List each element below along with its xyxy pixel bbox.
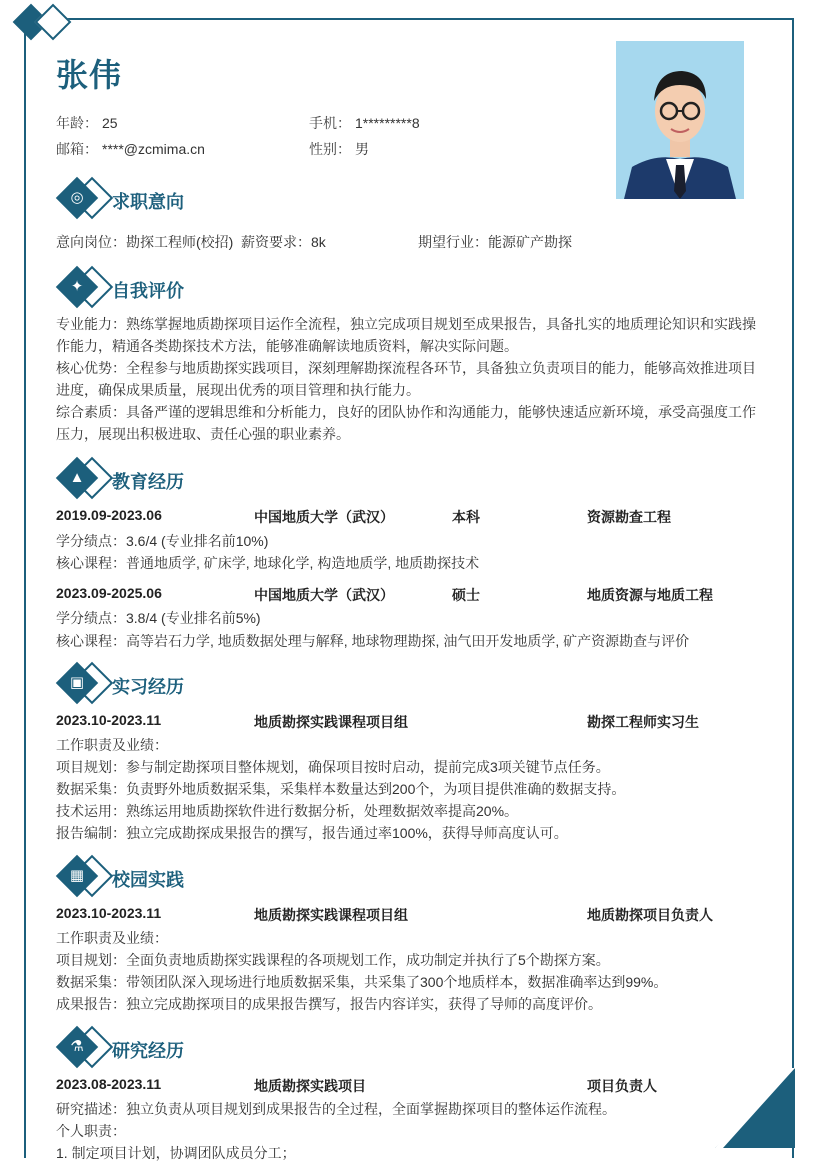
campus-icon: ▦ <box>69 867 85 884</box>
phone-field: 手机： 1*********8 <box>309 115 420 131</box>
internship-details: 工作职责及业绩： 项目规划：参与制定勘探项目整体规划，确保项目按时启动，提前完成3项关键节点任务。 数据采集：负责野外地质数据采集，采集样本数量达到200个，为项目提供准确的数据支持。 技术运用：熟练运用地质勘探软件进行数据分析，处理数据效率提高20%。 报告编制：独立完成勘探成果报告的撰写，报告通过率100%，获得导师高度认可。 <box>56 737 626 841</box>
section-title: 校园实践 <box>112 870 184 890</box>
self-eval-item: 综合素质：具备严谨的逻辑思维和分析能力，良好的团队协作和沟通能力，能够快速适应新环境，承受高强度工作压力，展现出积极进取、责任心强的职业素养。 <box>56 404 756 442</box>
education-gpa: 学分绩点：3.6/4 (专业排名前10%) <box>56 533 269 549</box>
self-eval-text <box>56 313 768 445</box>
research-row: 2023.08-2023.11 地质勘探实践项目 项目负责人 <box>56 1076 657 1094</box>
section-title: 教育经历 <box>112 472 184 492</box>
gender-field: 性别： 男 <box>309 141 369 157</box>
profile-photo <box>616 41 744 199</box>
intention-position: 意向岗位：勘探工程师(校招) <box>56 234 234 250</box>
intention-salary: 薪资要求：8k <box>241 234 326 250</box>
graduation-cap-icon: ▲ <box>69 469 85 486</box>
education-row: 2019.09-2023.06 中国地质大学（武汉） 本科 资源勘查工程 <box>56 507 671 525</box>
section-title: 自我评价 <box>112 281 184 301</box>
education-gpa: 学分绩点：3.8/4 (专业排名前5%) <box>56 610 261 626</box>
education-courses: 核心课程：高等岩石力学, 地质数据处理与解释, 地球物理勘探, 油气田开发地质学, 矿产资源勘查与评价 <box>56 633 690 649</box>
research-details: 研究描述：独立负责从项目规划到成果报告的全过程，全面掌握勘探项目的整体运作流程。 个人职责： 1. 制定项目计划，协调团队成员分工； <box>56 1101 616 1161</box>
internship-row: 2023.10-2023.11 地质勘探实践课程项目组 勘探工程师实习生 <box>56 712 699 730</box>
email-field: 邮箱： ****@zcmima.cn <box>56 141 205 157</box>
target-icon: ◎ <box>70 189 84 206</box>
briefcase-icon: ▣ <box>69 674 85 691</box>
candidate-name: 张伟 <box>56 57 123 93</box>
bulb-icon: ✦ <box>70 278 84 295</box>
age-field: 年龄： 25 <box>56 115 118 131</box>
section-title: 实习经历 <box>112 677 184 697</box>
self-eval-item: 核心优势：全程参与地质勘探实践项目，深刻理解勘探流程各环节，具备独立负责项目的能力，能够高效推进项目进度，确保成果质量，展现出优秀的项目管理和执行能力。 <box>56 360 756 398</box>
education-row: 2023.09-2025.06 中国地质大学（武汉） 硕士 地质资源与地质工程 <box>56 585 713 603</box>
education-courses: 核心课程：普通地质学, 矿床学, 地球化学, 构造地质学, 地质勘探技术 <box>56 555 480 571</box>
campus-row: 2023.10-2023.11 地质勘探实践课程项目组 地质勘探项目负责人 <box>56 905 713 923</box>
section-title: 求职意向 <box>112 192 184 212</box>
campus-details: 工作职责及业绩： 项目规划：全面负责地质勘探实践课程的各项规划工作，成功制定并执行了5个勘探方案。 数据采集：带领团队深入现场进行地质数据采集，共采集了300个地质样本，数据准确率达到99%。 成果报告：独立完成勘探项目的成果报告撰写，报告内容详实，获得了导师的高度评价。 <box>56 930 668 1012</box>
flask-icon: ⚗ <box>70 1038 84 1055</box>
intention-industry: 期望行业：能源矿产勘探 <box>418 234 572 250</box>
section-title: 研究经历 <box>112 1041 184 1061</box>
self-eval-item: 专业能力：熟练掌握地质勘探项目运作全流程，独立完成项目规划至成果报告，具备扎实的地质理论知识和实践操作能力，精通各类勘探技术方法，能够准确解读地质资料，解决实际问题。 <box>56 316 756 354</box>
